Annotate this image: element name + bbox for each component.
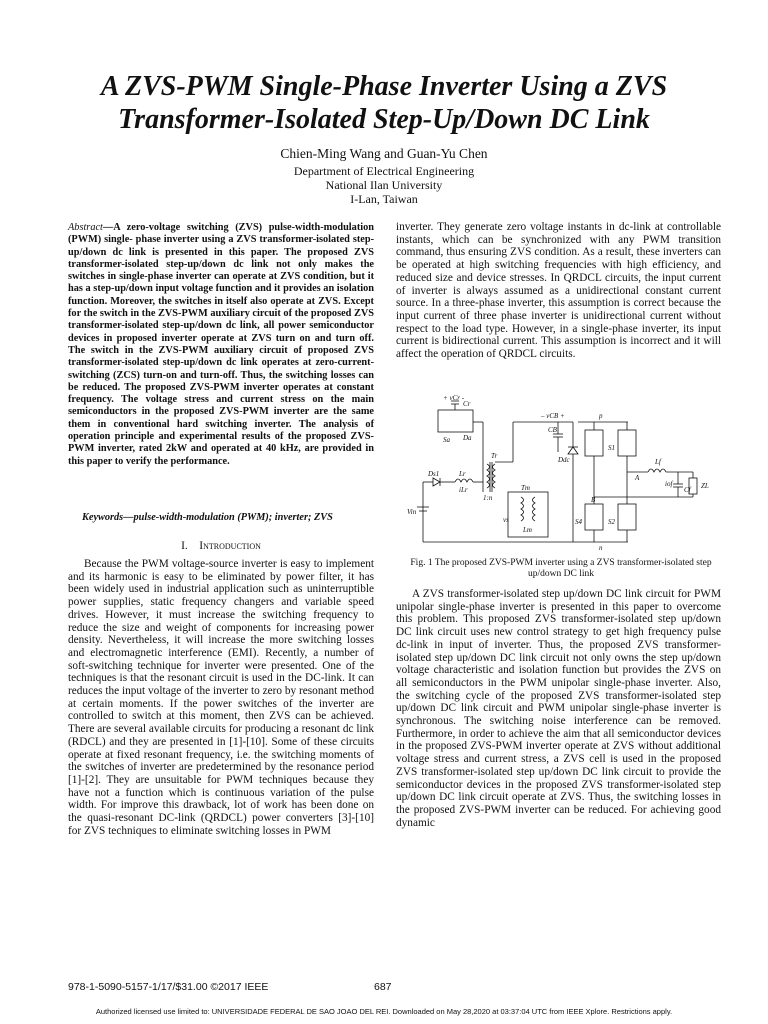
keywords: Keywords—pulse-width-modulation (PWM); inverter; ZVS — [82, 512, 333, 523]
intro-paragraph: Because the PWM voltage-source inverter is easy to implement and its harmonic is easy to be eliminated by power filter, it has been widely used in industrial application such as uninterruptible power supplies, static frequency changers and variable speed drives. However, it must increase the switching frequency to reduce the size and weight of components for increasing power density. Nevertheless, it will increase the more switching losses and electromagnetic interference (EMI). Recently, a number of soft-switching technique for inverter were presented. One of the techniques is that the resonant circuit is used in the DC-link. It can reduces the input voltage of the inverter to zero by resonant method at certain moments. If the power switches of the inverter are controlled to switch at this moment, then ZVS can be achieved. There are several available circuits for producing a resonant dc link (RDCL) and they are presented in [1]-[10]. Some of these circuits operate at fixed resonant frequency, i.e. the switching moments of the switches of inverter are predetermined by the resonance period [1]-[2]. They are unsuitable for PWM techniques because they have not a function which is continuous variation of the pulse width. For improve this drawback, lot of work has been done on the quasi-resonant DC-link (QRDCL) power converters [3]-[10] for ZVS techniques to eliminate switching losses in PWM — [68, 558, 374, 837]
label-cr: Cr — [463, 400, 471, 408]
right-column-bottom — [396, 588, 721, 829]
label-vcr: + vCr - — [443, 394, 465, 402]
label-ratio: 1:n — [483, 494, 493, 502]
label-lm: Lm — [523, 526, 532, 534]
affiliation-location: I-Lan, Taiwan — [350, 192, 418, 206]
figure-caption: Fig. 1 The proposed ZVS-PWM inverter using a ZVS transformer-isolated step up/down DC link — [410, 558, 712, 579]
affiliation-department: Department of Electrical Engineering — [293, 164, 475, 178]
right-column-top — [396, 221, 721, 361]
label-s4: S4 — [575, 518, 582, 526]
section-number: I. — [181, 540, 188, 552]
abstract-text: —A zero-voltage switching (ZVS) pulse-width-modulation (PWM) single- phase inverter using a ZVS transformer-isolated step-up/down dc link is presented in this paper. The proposed ZVS transformer-isolated step-up/down dc link not only makes the switches in single-phase inverter can operate at ZVS condition, but it has a step-up/down input voltage function and it provides an isolation function. Moreover, the switches in itself also operate at ZVS. Except for the switch in the ZVS-PWM auxiliary circuit of the proposed ZVS transformer-isolated step-up/down dc link, all power semiconductor devices in proposed inverter operate at ZVS turn on and turn off. The switch in the ZVS-PWM auxiliary circuit of proposed ZVS transformer-isolated step-up/down dc link operates at zero-current-switching (ZCS) turn-on and turn-off. Thus, the switching losses can be reduced. The proposed ZVS-PWM inverter operates at constant frequency. The voltage stress and current stress on the main semiconductors in the proposed ZVS-PWM inverter are the same them in conventional hard switching inverter. The analysis of operation principle and experimental results of the proposed ZVS-PWM inverter, rated 2kW and operated at 40 kHz, are provided in this paper to verify the performance. — [68, 222, 374, 467]
abstract — [68, 222, 374, 468]
right-top-paragraph: inverter. They generate zero voltage instants in dc-link at controllable instants, which can be synchronized with any PWM transition command, thus ensuring ZVS condition. As a result, these inverters can be operated at high switching frequencies with high efficiency, and reduced size and device stresses. In QRDCL circuits, the input current of inverter is always assumed as a unidirectional constant current source. In a three-phase inverter, this assumption is correct because the input current of three phase inverter is unidirectional current without respect to the load type. However, in a single-phase inverter, its input current is bidirectional current. This assumption is incorrect and it will affect the operation of QRDCL circuits. — [396, 221, 721, 361]
label-cf: Cf — [684, 486, 691, 494]
label-zl: ZL — [701, 482, 709, 490]
label-n: n — [599, 544, 603, 552]
section-title: Introduction — [199, 540, 261, 552]
label-b: B — [591, 496, 596, 504]
affiliation-university: National Ilan University — [325, 178, 443, 192]
paper-title: A ZVS-PWM Single-Phase Inverter Using a ZVS Transformer-Isolated Step-Up/Down DC Link — [100, 71, 668, 135]
label-vin: Vin — [407, 508, 417, 516]
label-a: A — [635, 474, 640, 482]
label-vcb: – vCB + — [541, 412, 565, 420]
label-ddc: Ddc — [558, 456, 570, 464]
section-heading — [68, 540, 374, 552]
label-s2: S2 — [608, 518, 615, 526]
license-notice: Authorized licensed use limited to: UNIVERSIDADE FEDERAL DE SAO JOAO DEL REI. Downloaded on May 28,2020 at 03:37:04 UTC from IEEE Xplore. Restrictions apply. — [95, 1007, 673, 1016]
abstract-label: Abstract — [68, 222, 103, 233]
footer-isbn: 978-1-5090-5157-1/17/$31.00 ©2017 IEEE — [68, 981, 269, 993]
label-iof: iof — [665, 480, 673, 488]
right-bottom-paragraph: A ZVS transformer-isolated step up/down DC link circuit for PWM unipolar single-phase inverter is presented in this paper to overcome this problem. This proposed ZVS transformer-isolated step up/down DC link circuit uses new control strategy to get high frequency pulse dc-link in input of inverter. Thus, the proposed ZVS transformer-isolated step up/down DC link circuit not only owns the step up/down voltage characteristic and isolation function but provides the ZVS on all semiconductors in the PWM unipolar single-phase inverter. Also, the switching cycle of the proposed ZVS transformer-isolated step up/down DC link circuit and PWM unipolar single-phase inverter is synchronous. The switching noise interference can be removed. Furthermore, in order to achieve the aim that all semiconductor devices in the proposed ZVS-PWM inverter operate at ZVS without additional voltage stress and current stress, a ZVS cell is used in the proposed ZVS transformer-isolated step up/down DC link circuit to provide the semiconductor devices in the proposed ZVS transformer-isolated step up/down DC link circuit operate at ZVS. Thus, the switching losses in the proposed ZVS-PWM inverter can be reduced. For achieving good dynamic — [396, 588, 721, 829]
label-da: Da — [463, 434, 472, 442]
label-cb: CB — [548, 426, 557, 434]
label-tr: Tr — [491, 452, 498, 460]
circuit-diagram — [403, 392, 723, 552]
label-lr: Lr — [459, 470, 466, 478]
label-ilr: iLr — [459, 486, 468, 494]
label-s1: S1 — [608, 444, 615, 452]
affiliation — [0, 164, 768, 206]
label-p: p — [599, 412, 603, 420]
label-lf: Lf — [655, 458, 661, 466]
label-vs: vs — [503, 516, 509, 524]
authors: Chien-Ming Wang and Guan-Yu Chen — [280, 146, 488, 161]
label-ds1: Ds1 — [428, 470, 440, 478]
page-number: 687 — [374, 981, 392, 993]
label-tm: Tm — [521, 484, 530, 492]
introduction-body — [68, 558, 374, 837]
label-sa: Sa — [443, 436, 450, 444]
